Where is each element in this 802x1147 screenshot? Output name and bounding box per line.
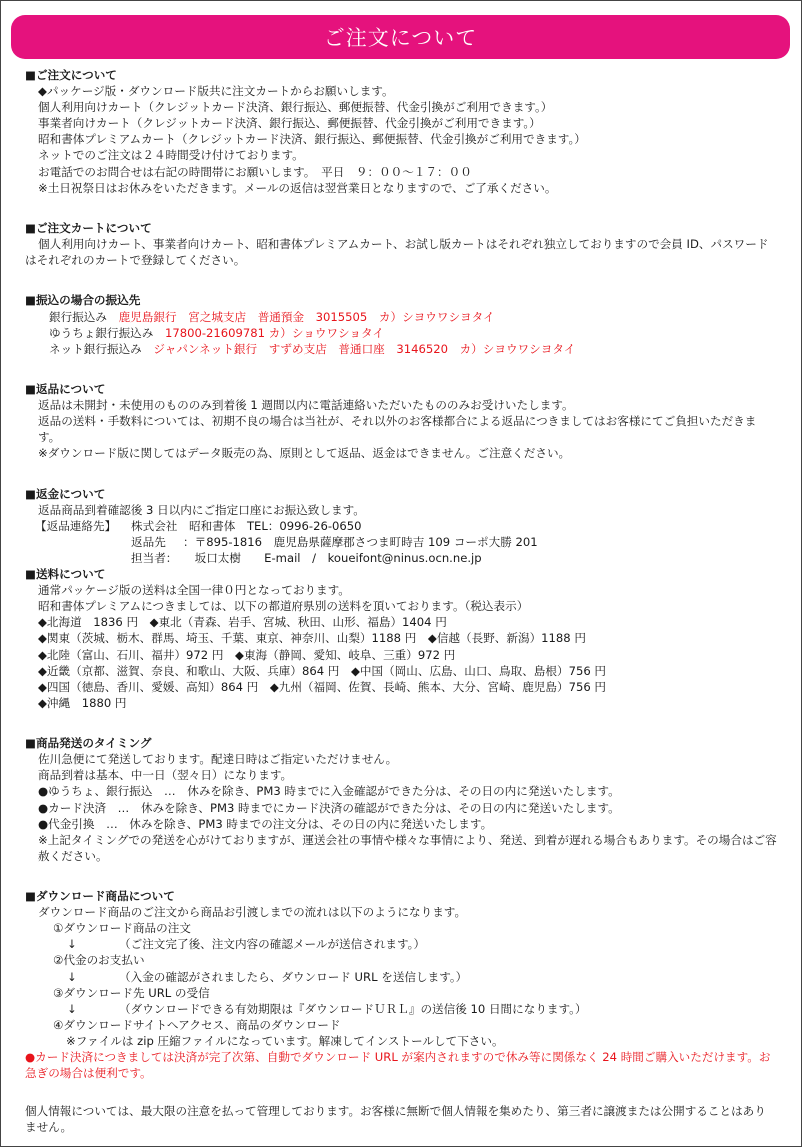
shipping-line: ◆関東（茨城、栃木、群馬、埼玉、千葉、東京、神奈川、山梨）1188 円 ◆信越（長野、新潟）1188 円 — [38, 631, 586, 646]
section-heading: ■ご注文カートについて — [25, 220, 152, 235]
cart-text — [25, 236, 777, 268]
shipping-line: ◆北陸（富山、石川、福井）972 円 ◆東海（静岡、愛知、岐阜、三重）972 円 — [38, 647, 456, 662]
bank-label: 銀行振込み — [49, 309, 119, 324]
contact-company: 株式会社 昭和書体 TEL：0996-26-0650 — [131, 518, 362, 533]
shipping-line: 昭和書体プレミアムにつきましては、以下の都道府県別の送料を頂いております。（税込表示） — [38, 599, 529, 614]
bank-row — [25, 341, 777, 357]
bank-account: 鹿児島銀行 宮之城支店 普通預金 3015505 カ）シヨウワシヨタイ — [118, 309, 495, 324]
order-line: 事業者向けカート（クレジットカード決済、銀行振込、郵便振替、代金引換がご利用できます。） — [38, 116, 541, 131]
header-banner — [11, 15, 790, 59]
returns-line: 返品の送料・手数料については、初期不良の場合は当社が、それ以外のお客様都合による返品につきましてはお客様にてご負担いただきます。 — [38, 414, 757, 445]
order-line: 昭和書体プレミアムカート（クレジットカード決済、銀行振込、郵便振替、代金引換がご利用できます。） — [38, 132, 586, 147]
section-download — [25, 888, 777, 1081]
page-title: ご注文について — [323, 26, 478, 50]
timing-line: ●カード決済 … 休みを除き、PM3 時までにカード決済の確認ができた分は、その日の内に発送いたします。 — [38, 800, 620, 815]
section-heading: ■商品発送のタイミング — [25, 736, 152, 751]
section-bank — [25, 292, 777, 356]
content-body — [25, 67, 777, 1135]
timing-line: ●代金引換 … 休みを除き、PM3 時までの注文分は、その日の内に発送いたします。 — [38, 816, 493, 831]
download-step-note — [25, 969, 777, 985]
download-step: ②代金のお支払い — [53, 953, 145, 968]
order-line: 個人利用向けカート（クレジットカード決済、銀行振込、郵便振替、代金引換がご利用できます。） — [38, 100, 553, 115]
section-heading: ■ご注文について — [25, 68, 117, 82]
section-heading: ■ダウンロード商品について — [25, 889, 175, 904]
order-line: ◆パッケージ版・ダウンロード版共に注文カートからお願いします。 — [38, 84, 394, 99]
shipping-line: ◆沖縄 1880 円 — [38, 695, 127, 710]
download-intro: ダウンロード商品のご注文から商品お引渡しまでの流れは以下のようになります。 — [38, 905, 467, 920]
download-step: ①ダウンロード商品の注文 — [53, 921, 191, 936]
shipping-line: ◆北海道 1836 円 ◆東北（青森、岩手、宮城、秋田、山形、福島）1404 円 — [38, 615, 447, 630]
contact-row — [25, 518, 777, 534]
address-key: 返品先 — [131, 534, 166, 549]
timing-note: ※上記タイミングでの発送を心がけておりますが、運送会社の事情や様々な事情により、発送、到着が遅れる場合もあります。その場合はご容赦ください。 — [38, 832, 777, 863]
person-key: 担当者： — [131, 551, 178, 565]
step-note: （ダウンロードできる有効期限は『ダウンロードＵＲＬ』の送信後 10 日間になります。） — [119, 1001, 587, 1016]
bank-label: ネット銀行振込み — [49, 341, 154, 356]
section-timing — [25, 735, 777, 864]
timing-line: 商品到着は基本、中一日（翌々日）になります。 — [38, 768, 293, 783]
order-line: お電話でのお問合せは右記の時間帯にお願いします。 平日 ９：００〜１７：００ — [38, 164, 472, 179]
returns-line: 返品は未開封・未使用のもののみ到着後 1 週間以内に電話連絡いただいたもののみお受けいたします。 — [38, 398, 574, 413]
step-note: （ご注文完了後、注文内容の確認メールが送信されます。） — [119, 937, 426, 952]
shipping-line: ◆四国（徳島、香川、愛媛、高知）864 円 ◆九州（福岡、佐賀、長崎、熊本、大分、宮崎、鹿児島）756 円 — [38, 679, 606, 694]
shipping-line: ◆近畿（京都、滋賀、奈良、和歌山、大阪、兵庫）864 円 ◆中国（岡山、広島、山口、鳥取、島根）756 円 — [38, 663, 606, 678]
download-step: ④ダウンロードサイトへアクセス、商品のダウンロード — [53, 1017, 341, 1032]
arrow-down-icon: ↓ — [67, 969, 77, 984]
section-cart — [25, 220, 777, 268]
download-zip-note: ※ファイルは zip 圧縮ファイルになっています。解凍してインストールして下さい。 — [66, 1033, 504, 1048]
bank-row — [25, 325, 777, 341]
download-step: ③ダウンロード先 URL の受信 — [53, 985, 210, 1000]
arrow-down-icon: ↓ — [67, 937, 77, 952]
arrow-down-icon: ↓ — [67, 1001, 77, 1016]
address-value: ：〒895-1816 鹿児島県薩摩郡さつま町時吉 109 コーポ大勝 201 — [183, 534, 538, 549]
section-shipping — [25, 566, 777, 711]
download-step-note — [25, 1001, 777, 1017]
section-heading: ■返品について — [25, 381, 106, 396]
section-heading: ■送料について — [25, 567, 106, 582]
bank-account: 17800-21609781 カ）ショウワショタイ — [164, 325, 384, 340]
contact-label: 【返品連絡先】 — [35, 518, 117, 533]
order-line: ネットでのご注文は２４時間受け付けております。 — [38, 148, 304, 163]
section-heading: ■返金について — [25, 486, 106, 501]
person-value: 坂口太樹 E-mail / koueifont@ninus.ocn.ne.jp — [183, 551, 482, 565]
timing-line: 佐川急便にて発送しております。配達日時はご指定いただけません。 — [38, 752, 398, 767]
section-heading: ■振込の場合の振込先 — [25, 293, 141, 308]
cart-text-content: 個人利用向けカート、事業者向けカート、昭和書体プレミアムカート、お試し版カートはそれぞれ独立しておりますので会員 ID、パスワードはそれぞれのカートで登録してください。 — [25, 237, 769, 268]
bank-label: ゆうちょ銀行振込み — [49, 325, 165, 340]
bank-row — [25, 309, 777, 325]
section-order — [25, 67, 777, 196]
refund-line: 返品商品到着確認後 3 日以内にご指定口座にお振込致します。 — [38, 502, 365, 517]
contact-row — [25, 550, 777, 566]
contact-row — [25, 534, 777, 550]
bank-account: ジャパンネット銀行 すずめ支店 普通口座 3146520 カ）シヨウワシヨタイ — [153, 341, 576, 356]
shipping-line: 通常パッケージ版の送料は全国一律０円となっております。 — [38, 583, 350, 598]
card-payment-notice: ●カード決済につきましては決済が完了次第、自動でダウンロード URL が案内されますので休み等に関係なく 24 時間ご購入いただけます。お急ぎの場合は便利です。 — [25, 1050, 771, 1081]
timing-line: ●ゆうちょ、銀行振込 … 休みを除き、PM3 時までに入金確認ができた分は、その日の内に発送いたします。 — [38, 784, 620, 799]
step-note: （入金の確認がされましたら、ダウンロード URL を送信します。） — [119, 969, 468, 984]
download-step-note — [25, 936, 777, 952]
section-returns — [25, 381, 777, 461]
returns-line: ※ダウンロード版に関してはデータ販売の為、原則として返品、返金はできません。ご注意ください。 — [38, 446, 571, 461]
privacy-notice: 個人情報については、最大限の注意を払って管理しております。お客様に無断で個人情報を集めたり、第三者に譲渡または公開することはありません。 — [25, 1104, 766, 1135]
section-refund — [25, 486, 777, 566]
order-line: ※土日祝祭日はお休みをいただきます。メールの返信は翌営業日となりますので、ご了承ください。 — [38, 180, 557, 195]
